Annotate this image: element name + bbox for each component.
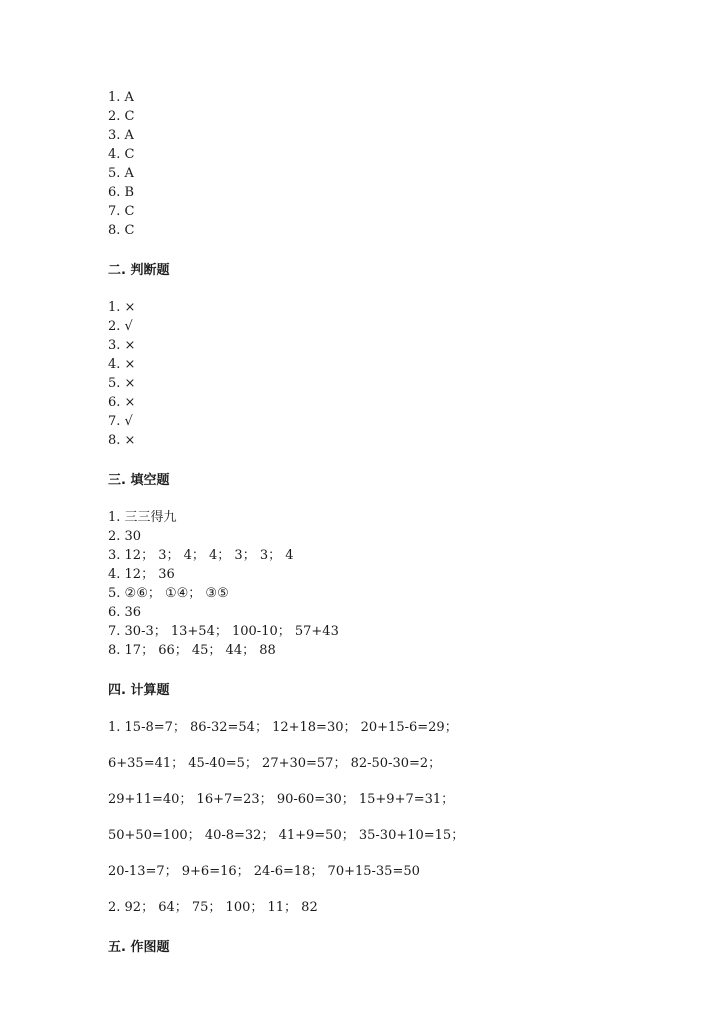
judge-answer: 5. × (108, 376, 136, 391)
judge-answer: 4. × (108, 357, 136, 372)
section-heading-draw: 五. 作图题 (108, 940, 170, 955)
choice-answer: 3. A (108, 128, 134, 143)
section-heading-fill: 三. 填空题 (108, 473, 170, 488)
choice-answer: 4. C (108, 147, 135, 162)
choice-answer: 8. C (108, 223, 135, 238)
section-heading-calc: 四. 计算题 (108, 683, 170, 698)
judge-answer: 6. × (108, 395, 136, 410)
answer-sheet (108, 88, 628, 975)
judge-section (108, 260, 628, 450)
judge-answer: 1. × (108, 300, 136, 315)
fill-answer: 5. ②⑥； ①④； ③⑤ (108, 586, 229, 601)
fill-answer: 6. 36 (108, 605, 142, 620)
fill-answer: 3. 12； 3； 4； 4； 3； 3； 4 (108, 548, 294, 563)
fill-section (108, 470, 628, 660)
fill-answer: 7. 30-3； 13+54； 100-10； 57+43 (108, 624, 339, 639)
fill-answer: 4. 12； 36 (108, 567, 175, 582)
calc-line: 2. 92； 64； 75； 100； 11； 82 (108, 900, 318, 915)
draw-section (108, 937, 628, 959)
calc-line: 6+35=41； 45-40=5； 27+30=57； 82-50-30=2； (108, 756, 442, 771)
choice-answer: 7. C (108, 204, 135, 219)
choice-answer: 6. B (108, 185, 135, 200)
calc-line: 29+11=40； 16+7=23； 90-60=30； 15+9+7=31； (108, 792, 455, 807)
fill-answer: 1. 三三得九 (108, 510, 177, 525)
fill-answer: 2. 30 (108, 529, 142, 544)
choice-answer: 5. A (108, 166, 134, 181)
choice-answer: 1. A (108, 90, 134, 105)
calc-line: 20-13=7； 9+6=16； 24-6=18； 70+15-35=50 (108, 864, 420, 879)
calc-section (108, 680, 628, 917)
judge-answer: 3. × (108, 338, 136, 353)
calc-line: 50+50=100； 40-8=32； 41+9=50； 35-30+10=15； (108, 828, 465, 843)
judge-answer: 8. × (108, 433, 136, 448)
judge-answer: 7. √ (108, 414, 133, 429)
fill-answer: 8. 17； 66； 45； 44； 88 (108, 643, 276, 658)
calc-line: 1. 15-8=7； 86-32=54； 12+18=30； 20+15-6=29； (108, 720, 458, 735)
section-heading-judge: 二. 判断题 (108, 263, 170, 278)
judge-answer: 2. √ (108, 319, 133, 334)
choice-answer: 2. C (108, 109, 135, 124)
choice-answers (108, 88, 628, 240)
